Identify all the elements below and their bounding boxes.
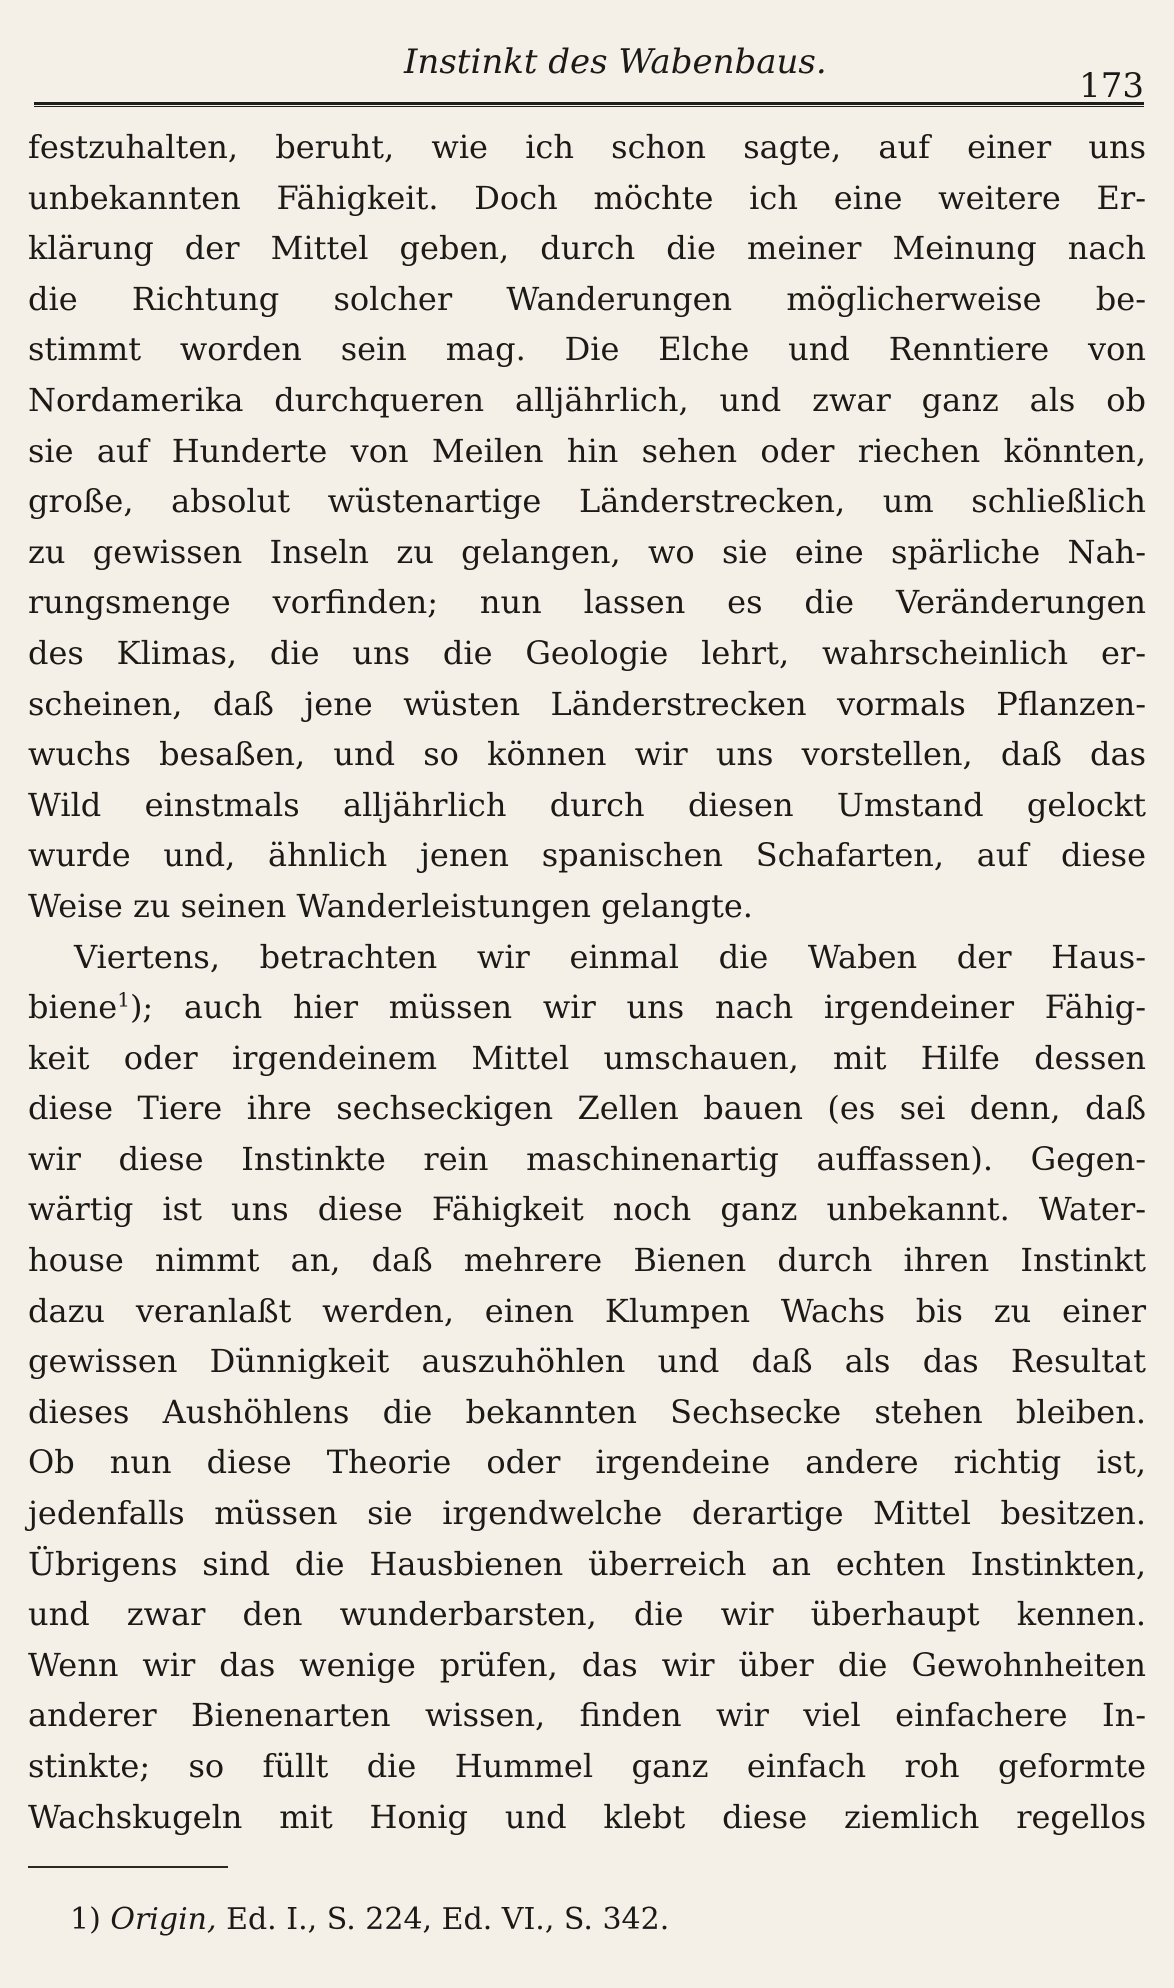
footnote-rule — [28, 1866, 228, 1868]
text-line: scheinen, daß jene wüsten Länderstrecken vormals Pflanzen- — [28, 684, 1146, 723]
running-head: Instinkt des Wabenbaus. — [404, 42, 827, 82]
text-line: rungsmenge vorfinden; nun lassen es die Veränderungen — [28, 583, 1146, 622]
footnote-reference: 1 — [117, 987, 130, 1012]
text-line: wuchs besaßen, und so können wir uns vorstellen, daß das — [28, 735, 1146, 774]
page-header — [34, 42, 1144, 112]
text-line: Übrigens sind die Hausbienen überreich an echten Instinkten, — [28, 1544, 1146, 1583]
text-line: house nimmt an, daß mehrere Bienen durch ihren Instinkt — [28, 1241, 1146, 1280]
text-line: wärtig ist uns diese Fähigkeit noch ganz unbekannt. Water- — [28, 1190, 1146, 1229]
text-line: Wachskugeln mit Honig und klebt diese ziemlich regellos — [28, 1797, 1146, 1836]
text-line: zu gewissen Inseln zu gelangen, wo sie eine spärliche Nah- — [28, 532, 1146, 571]
text-line: Weise zu seinen Wanderleistungen gelangte. — [28, 886, 753, 925]
body-text — [28, 122, 1146, 1842]
text-line: dieses Aushöhlens die bekannten Sechsecke stehen bleiben. — [28, 1392, 1146, 1431]
text-line: wir diese Instinkte rein maschinenartig auffassen). Gegen- — [28, 1139, 1146, 1178]
text-line: Nordamerika durchqueren alljährlich, und zwar ganz als ob — [28, 380, 1146, 419]
text-line: keit oder irgendeinem Mittel umschauen, mit Hilfe dessen — [28, 1038, 1146, 1077]
footnote-marker: 1) — [70, 1902, 101, 1937]
text-line: die Richtung solcher Wanderungen möglicherweise be- — [28, 279, 1146, 318]
text-line: und zwar den wunderbarsten, die wir überhaupt kennen. — [28, 1595, 1146, 1634]
header-rule — [34, 102, 1144, 107]
text-line: gewissen Dünnigkeit auszuhöhlen und daß als das Resultat — [28, 1342, 1146, 1381]
text-line: klärung der Mittel geben, durch die meiner Meinung nach — [28, 229, 1146, 268]
text-line: stimmt worden sein mag. Die Elche und Renntiere von — [28, 330, 1146, 369]
text-line: Wild einstmals alljährlich durch diesen Umstand gelockt — [28, 785, 1146, 824]
text-line: jedenfalls müssen sie irgendwelche derartige Mittel besitzen. — [28, 1494, 1146, 1533]
text-line: anderer Bienenarten wissen, finden wir viel einfachere In- — [28, 1696, 1146, 1735]
text-line: Viertens, betrachten wir einmal die Waben der Haus- — [74, 937, 1146, 976]
text-line: wurde und, ähnlich jenen spanischen Schafarten, auf diese — [28, 836, 1146, 875]
footnote-details: Ed. I., S. 224, Ed. VI., S. 342. — [226, 1902, 670, 1937]
text-line: stinkte; so füllt die Hummel ganz einfach roh geformte — [28, 1747, 1146, 1785]
text-line-with-footnote-ref — [28, 982, 1146, 1033]
text-line: des Klimas, die uns die Geologie lehrt, wahrscheinlich er- — [28, 633, 1146, 672]
text-line: große, absolut wüstenartige Länderstrecken, um schließlich — [28, 482, 1146, 521]
paragraph-2 — [28, 932, 1146, 1843]
text-line: diese Tiere ihre sechseckigen Zellen bauen (es sei denn, daß — [28, 1089, 1146, 1128]
footnote — [70, 1900, 669, 1940]
text-line: festzuhalten, beruht, wie ich schon sagte, auf einer uns — [28, 128, 1146, 166]
text-fragment: biene — [28, 988, 118, 1027]
text-line: Ob nun diese Theorie oder irgendeine andere richtig ist, — [28, 1443, 1146, 1482]
footnote-source: Origin, — [110, 1902, 217, 1937]
text-line: dazu veranlaßt werden, einen Klumpen Wachs bis zu einer — [28, 1291, 1146, 1330]
text-line: sie auf Hunderte von Meilen hin sehen oder riechen könnten, — [28, 431, 1146, 470]
text-line: Wenn wir das wenige prüfen, das wir über die Gewohnheiten — [28, 1645, 1146, 1684]
text-fragment: ); auch hier müssen wir uns nach irgendeiner Fähig- — [129, 988, 1146, 1027]
text-line: unbekannten Fähigkeit. Doch möchte ich eine weitere Er- — [28, 178, 1146, 217]
paragraph-1 — [28, 122, 1146, 932]
page-number: 173 — [1079, 66, 1144, 106]
